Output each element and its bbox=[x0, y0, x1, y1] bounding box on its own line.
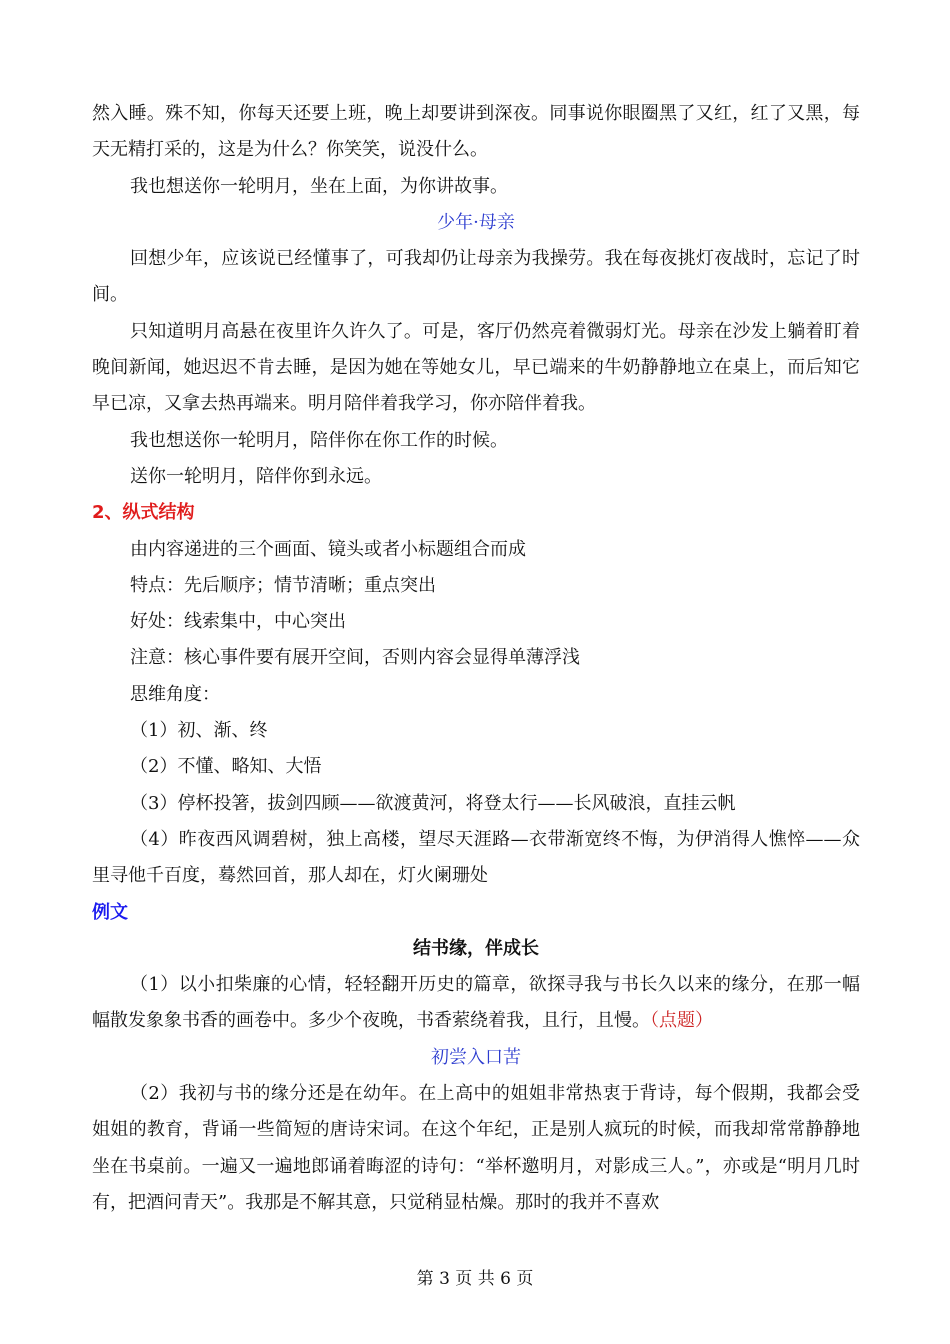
essay-paragraph: （2）我初与书的缘分还是在幼年。在上高中的姐姐非常热衷于背诗，每个假期，我都会受姐姐的教育，背诵一些简短的唐诗宋词。在这个年纪，正是别人疯玩的时候，而我却常常静静地坐在书桌前。一遍又一遍地郎诵着晦涩的诗句：“举杯邀明月，对影成三人。”，亦或是“明月几时有，把酒问青天”。我那是不解其意，只觉稍显枯燥。那时的我并不喜欢 bbox=[92, 1083, 860, 1213]
list-item: （4）昨夜西风调碧树，独上高楼，望尽天涯路—衣带渐宽终不悔，为伊消得人憔悴——众里寻他千百度，蓦然回首，那人却在，灯火阑珊处 bbox=[92, 828, 860, 887]
attention-line: 注意：核心事件要有展开空间，否则内容会显得单薄浮浅 bbox=[130, 647, 580, 669]
list-item: （1）初、渐、终 bbox=[130, 720, 268, 742]
body-paragraph: 只知道明月高悬在夜里许久许久了。可是，客厅仍然亮着微弱灯光。母亲在沙发上躺着盯着晚间新闻，她迟迟不肯去睡，是因为她在等她女儿，早已端来的牛奶静静地立在桌上，而后知它早已凉，又拿去热再端来。明月陪伴着我学习，你亦陪伴着我。 bbox=[92, 320, 860, 415]
page-footer: 第 3 页 共 6 页 bbox=[416, 1269, 534, 1289]
essay-paragraph bbox=[92, 967, 860, 1040]
body-paragraph: 我也想送你一轮明月，坐在上面，为你讲故事。 bbox=[130, 175, 508, 197]
body-paragraph: 然入睡。殊不知，你每天还要上班，晚上却要讲到深夜。同事说你眼圈黑了又红，红了又黑，每天无精打采的，这是为什么？你笑笑，说没什么。 bbox=[92, 103, 860, 161]
body-paragraph: 我也想送你一轮明月，陪伴你在你工作的时候。 bbox=[130, 429, 508, 451]
section-heading: 2、纵式结构 bbox=[92, 502, 195, 524]
body-paragraph: 回想少年，应该说已经懂事了，可我却仍让母亲为我操劳。我在每夜挑灯夜战时，忘记了时间。 bbox=[92, 248, 860, 306]
body-paragraph: 送你一轮明月，陪伴你到永远。 bbox=[130, 465, 382, 487]
list-item: （3）停杯投箸，拔剑四顾——欲渡黄河，将登太行——长风破浪，直挂云帆 bbox=[130, 792, 736, 814]
essay-paragraph-text: （1）以小扣柴廉的心情，轻轻翻开历史的篇章，欲探寻我与书长久以来的缘分，在那一幅幅散发象象书香的画卷中。多少个夜晚，书香萦绕着我，且行，且慢。 bbox=[92, 974, 860, 1032]
example-heading: 例文 bbox=[92, 901, 128, 923]
document-page bbox=[92, 96, 860, 1221]
section-subtitle: 少年·母亲 bbox=[437, 211, 515, 233]
benefits-line: 好处：线索集中，中心突出 bbox=[130, 611, 346, 633]
point-note: （点题） bbox=[650, 1010, 713, 1032]
section-description: 由内容递进的三个画面、镜头或者小标题组合而成 bbox=[130, 538, 526, 560]
angle-label: 思维角度： bbox=[130, 683, 220, 705]
list-item: （2）不懂、略知、大悟 bbox=[130, 756, 322, 778]
features-line: 特点：先后顺序；情节清晰；重点突出 bbox=[130, 574, 436, 596]
essay-subtitle: 初尝入口苦 bbox=[431, 1046, 521, 1068]
essay-title: 结书缘，伴成长 bbox=[413, 937, 539, 959]
